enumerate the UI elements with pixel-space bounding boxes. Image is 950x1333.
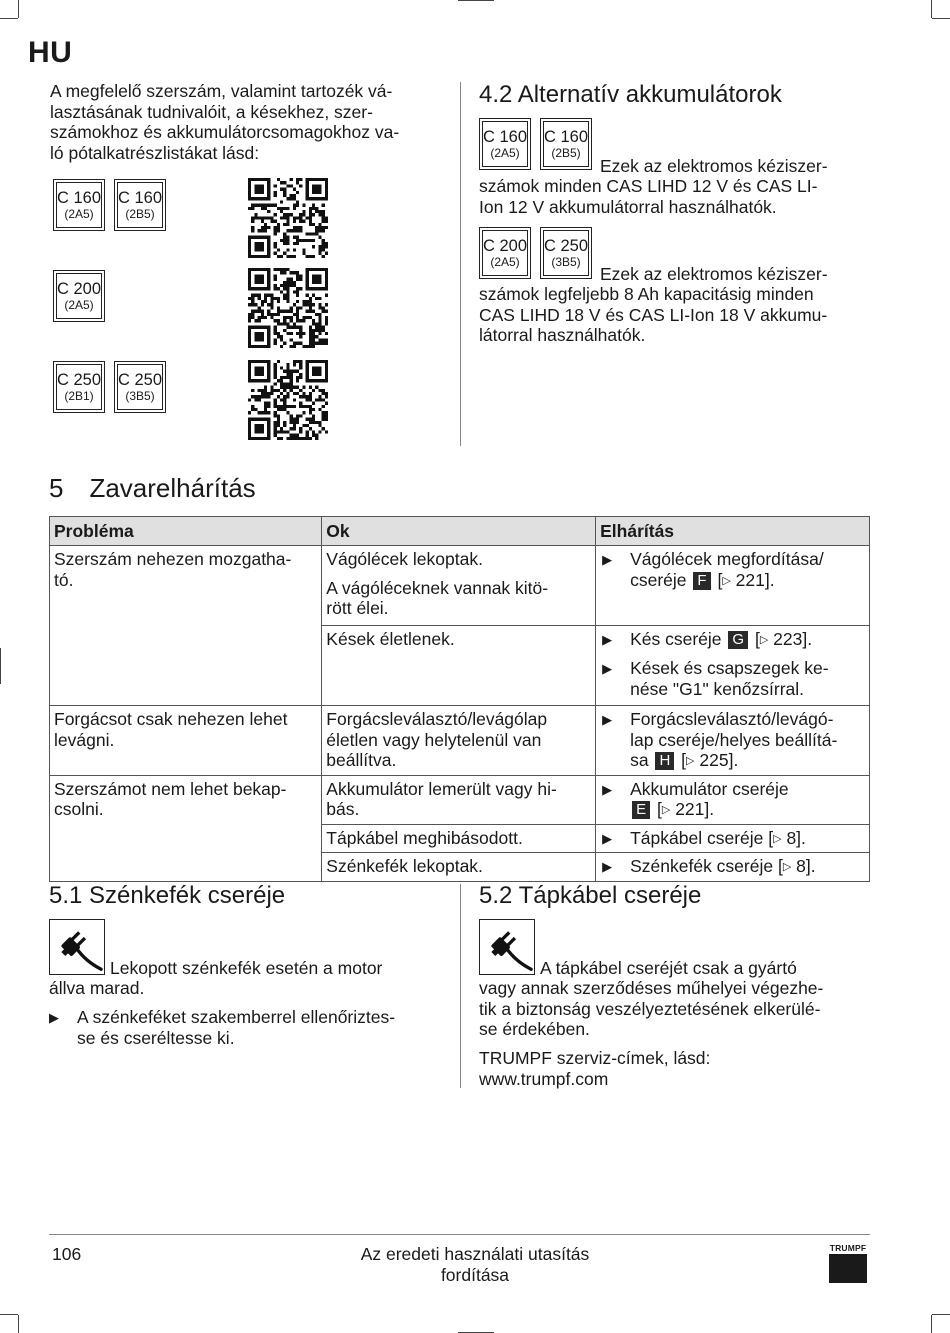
service-link[interactable]: www.trumpf.com [479, 1068, 609, 1089]
group2-text-line: Ezek az elektromos kéziszer- [600, 264, 828, 284]
remedy-cell: ▶ Kés cseréje G [▷ 223]. ▶ Kések és csapszegek ke- nése "G1" kenőzsírral. [596, 625, 870, 706]
page-ref-arrow-icon: ▷ [759, 633, 769, 646]
page-ref-arrow-icon: ▷ [773, 832, 782, 845]
section-5-1-text-line: állva marad. [49, 978, 145, 998]
section-4-2-title: 4.2 Alternatív akkumulátorok [479, 81, 782, 108]
qr-code-icon[interactable] [248, 178, 328, 258]
model-box-c160-2b5: C 160 (2B5) [114, 179, 166, 231]
model-box-c160-2a5: C 160 (2A5) [479, 118, 531, 170]
section-5-heading: 5 Zavarelhárítás [49, 473, 256, 503]
cause-cell: Akkumulátor lemerült vagy hi- bás. [322, 775, 596, 824]
group2-text: számok legfeljebb 8 Ah kapacitásig minden CAS LIHD 18 V és CAS LI-Ion 18 V akkumu- látorral használhatók. [479, 284, 828, 345]
plug-icon [479, 919, 535, 975]
table-row [50, 775, 870, 824]
troubleshooting-table [49, 516, 870, 882]
section-5-2-text-line: A tápkábel cseréjét csak a gyártó [540, 958, 797, 978]
qr-code-icon[interactable] [248, 268, 328, 348]
header-remedy: Elhárítás [596, 517, 870, 546]
footer-title: Az eredeti használati utasítás fordítása [360, 1244, 590, 1285]
page-ref-arrow-icon: ▷ [722, 574, 731, 587]
page-ref-arrow-icon: ▷ [782, 861, 792, 873]
page-link[interactable]: 225]. [699, 750, 739, 770]
model-box-c250-3b5: C 250 (3B5) [114, 361, 166, 413]
cause-cell: Forgácsleválasztó/levágólap életlen vagy helytelenül van beállítva. [322, 706, 596, 776]
figure-key: F [693, 572, 710, 590]
page-ref-arrow-icon: ▷ [661, 804, 671, 816]
trumpf-logo: TRUMPF [829, 1243, 867, 1283]
section-5-2-title: 5.2 Tápkábel cseréje [479, 882, 702, 909]
remedy-cell: ▶ Tápkábel cseréje [▷ 8]. [596, 824, 870, 853]
figure-key: H [655, 752, 674, 770]
table-row [50, 706, 870, 776]
intro-text: A megfelelő szerszám, valamint tartozék vá- lasztásának tudnivalóit, a késekhez, szer- számokhoz és akkumulátorcsomagokhoz va- ló pótalkatrészlistákat lásd: [50, 81, 400, 163]
page-link[interactable]: 221]. [735, 569, 775, 590]
column-divider [460, 884, 461, 1088]
problem-cell: Szerszám nehezen mozgatha- tó. [50, 546, 322, 706]
cause-cell: Szénkefék lekoptak. [322, 853, 596, 882]
group1-text-line: Ezek az elektromos kéziszer- [600, 156, 828, 176]
language-label: HU [28, 36, 73, 69]
section-5-1-text-line: Lekopott szénkefék esetén a motor [110, 958, 383, 978]
remedy-cell: ▶ Akkumulátor cseréje E [▷ 221]. [596, 775, 870, 824]
model-box-c200-2a5: C 200 (2A5) [53, 270, 105, 322]
problem-cell: Forgácsot csak nehezen lehet levágni. [50, 706, 322, 776]
model-box-c250-2b1: C 250 (2B1) [53, 361, 105, 413]
page-link[interactable]: 8]. [796, 856, 816, 876]
header-cause: Ok [322, 517, 596, 546]
service-text: TRUMPF szerviz-címek, lásd: www.trumpf.com [479, 1048, 711, 1089]
cause-cell: Tápkábel meghibásodott. [322, 824, 596, 853]
page-link[interactable]: 223]. [773, 628, 813, 649]
page-ref-arrow-icon: ▷ [686, 755, 695, 767]
footer-divider [49, 1234, 870, 1235]
cause-cell: Vágólécek lekoptak. A vágóléceknek vannak kitö- rött élei. [322, 546, 596, 626]
remedy-cell: ▶ Szénkefék cseréje [▷ 8]. [596, 853, 870, 882]
figure-key: G [728, 631, 748, 649]
plug-icon [49, 919, 105, 975]
model-box-c250-3b5: C 250 (3B5) [540, 227, 592, 279]
cause-cell: Kések életlenek. [322, 625, 596, 706]
qr-code-icon[interactable] [248, 360, 328, 440]
page-link[interactable]: 8]. [786, 827, 806, 848]
model-box-c160-2b5: C 160 (2B5) [540, 118, 592, 170]
page-link[interactable]: 221]. [675, 799, 715, 819]
remedy-cell: ▶ Vágólécek megfordítása/ cseréje F [▷ 221]. [596, 546, 870, 626]
model-box-c160-2a5: C 160 (2A5) [53, 179, 105, 231]
section-5-1-title: 5.1 Szénkefék cseréje [49, 882, 286, 909]
remedy-cell: ▶ Forgácsleválasztó/levágó- lap cseréje/helyes beállítá- sa H [▷ 225]. [596, 706, 870, 776]
page-number: 106 [52, 1244, 82, 1264]
group1-text: számok minden CAS LIHD 12 V és CAS LI- Ion 12 V akkumulátorral használhatók. [479, 176, 818, 217]
problem-cell: Szerszámot nem lehet bekap- csolni. [50, 775, 322, 881]
table-row [50, 546, 870, 626]
figure-key: E [632, 801, 650, 819]
section-5-1-bullet: ▶ A szénkeféket szakemberrel ellenőriztes- se és cseréltesse ki. [47, 1007, 477, 1048]
column-divider [460, 82, 461, 446]
header-problem: Probléma [50, 517, 322, 546]
section-5-2-text: vagy annak szerződéses műhelyei végezhe- tik a biztonság veszélyeztetésének elkerülé- se érdekében. [479, 978, 824, 1039]
model-box-c200-2a5: C 200 (2A5) [479, 227, 531, 279]
